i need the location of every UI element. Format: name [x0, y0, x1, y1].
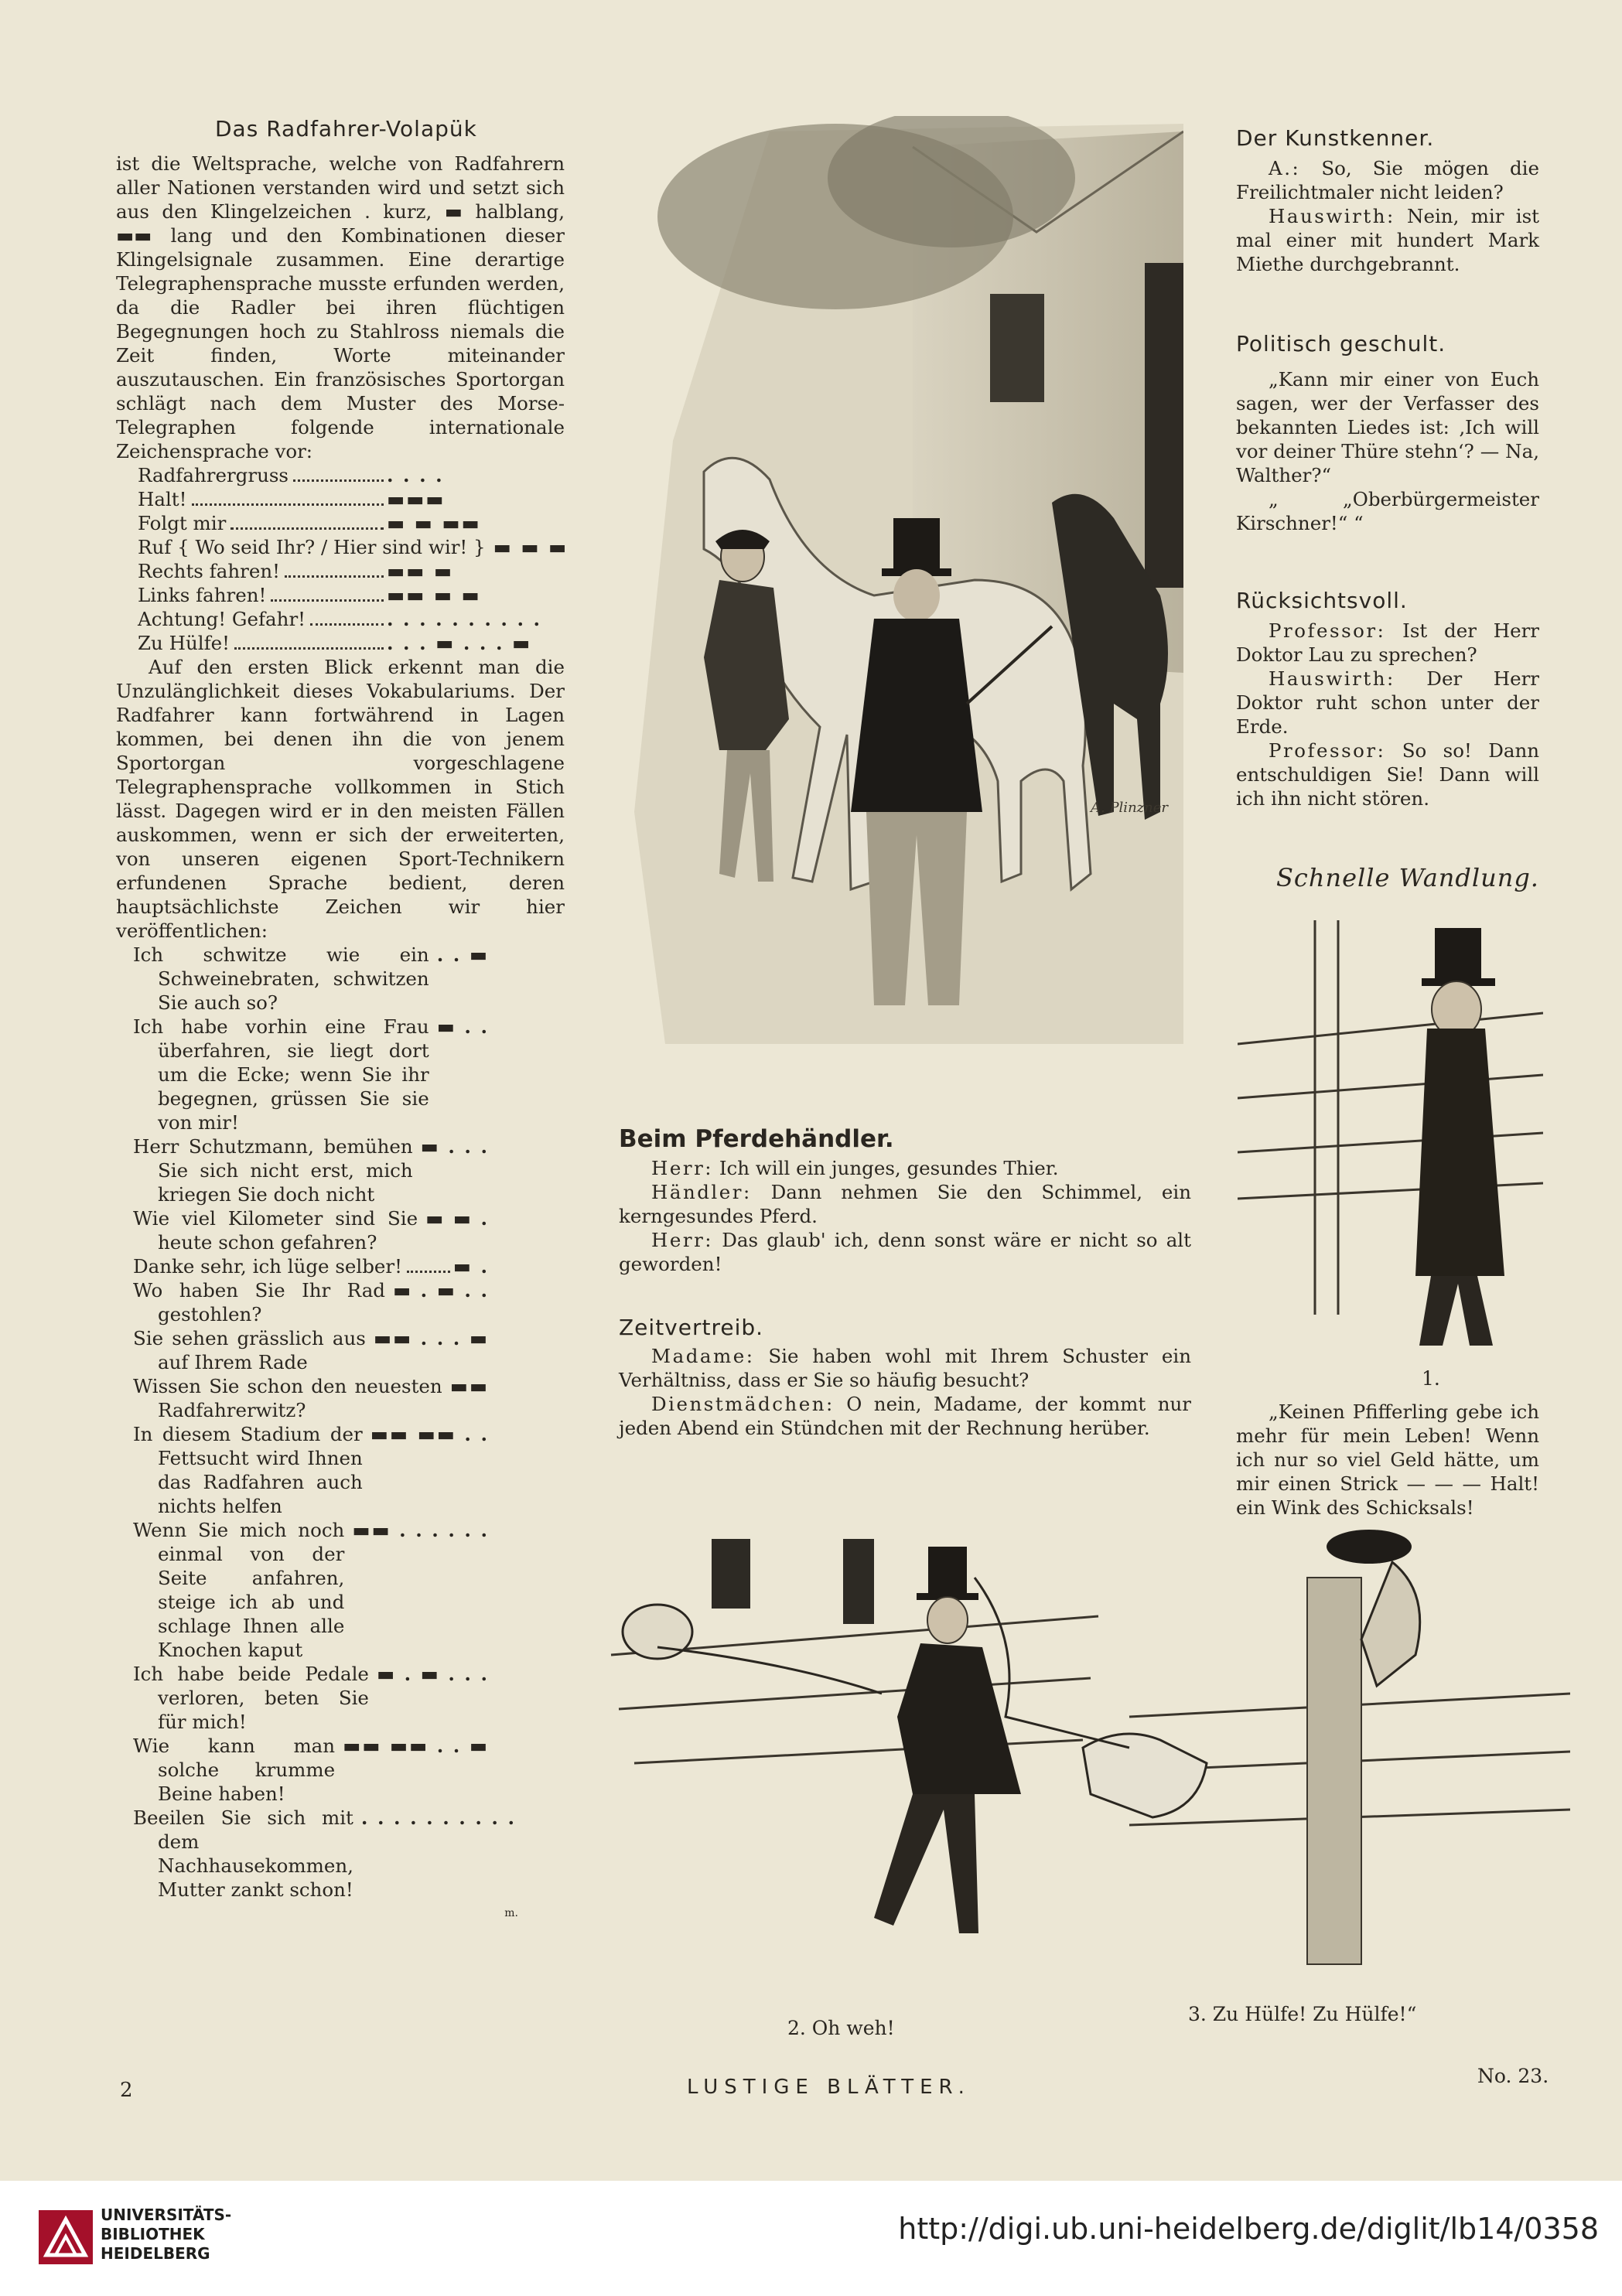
phrase-row — [116, 1518, 489, 1662]
source-url[interactable]: http://digi.ub.uni-heidelberg.de/diglit/lb14/0358 — [898, 2212, 1599, 2246]
signal-code: ▬▬ ▬ ▬ — [387, 584, 481, 606]
speaker: A.: — [1269, 157, 1301, 179]
signal-code: ▬▬ ▬ — [387, 560, 453, 582]
schnelle-wandlung-title: Schnelle Wandlung. — [1276, 863, 1539, 892]
article-volapuek — [116, 152, 569, 1926]
phrase-code: ▬ . ▬ . . . — [376, 1663, 489, 1685]
leader-dots — [293, 479, 384, 482]
issue-number: No. 23. — [1477, 2065, 1549, 2087]
speech: Das glaub' ich, denn sonst wäre er nicht so alt geworden! — [619, 1229, 1191, 1275]
library-name-line1: UNIVERSITÄTS- — [101, 2206, 232, 2224]
phrase-text: Ich habe beide Pedale verloren, beten Sie für mich! — [133, 1663, 369, 1733]
signal-code-row — [116, 511, 565, 535]
signal-label: Rechts fahren! — [138, 560, 280, 582]
politisch-p2: „ „Oberbürgermeister Kirschner!“ “ — [1236, 488, 1539, 534]
leader-dots — [234, 647, 384, 650]
zeitvertreib-title: Zeitvertreib. — [619, 1315, 764, 1340]
dialogue-line — [619, 1344, 1191, 1392]
signal-code-row — [116, 607, 565, 631]
phrase-code: . . ▬ — [436, 943, 489, 966]
signal-code: . . . . — [387, 464, 444, 486]
panel-1-speech: „Keinen Pfifferling gebe ich mehr für mein Leben! Wenn ich nur so viel Geld hätte, um mir einen Strick — — — Halt! ein Wink des Schicksals! — [1236, 1400, 1539, 1519]
signal-code: ▬ ▬ ▬▬ — [387, 512, 481, 534]
phrase-row — [116, 1015, 489, 1134]
speech: O nein, Madame, der kommt nur jeden Abend ein Stündchen mit der Rechnung herüber. — [619, 1393, 1192, 1439]
phrase-row — [116, 1734, 489, 1806]
signal-label: Ruf { Wo seid Ihr? / Hier sind wir! } — [138, 536, 486, 558]
page-number: 2 — [120, 2079, 133, 2102]
horse-dealer-illustration — [619, 116, 1183, 1059]
phrase-row — [116, 943, 489, 1015]
man-leaning-on-fence-drawing — [1238, 913, 1543, 1361]
speech: So, Sie mögen die Freilichtmaler nicht leiden? — [1236, 157, 1539, 203]
signal-code-row — [116, 583, 565, 607]
speaker: Herr: — [651, 1157, 714, 1179]
phrase-row — [116, 1206, 489, 1254]
phrase-text: Wenn Sie mich noch einmal von der Seite anfahren, steige ich ab und schlage Ihnen alle Knochen kaput — [133, 1519, 345, 1661]
phrase-text: Ich habe vorhin eine Frau überfahren, sie liegt dort um die Ecke; wenn Sie ihr begegnen, grüssen Sie sie von mir! — [133, 1015, 429, 1134]
phrase-row — [116, 1278, 489, 1326]
signal-label: Zu Hülfe! — [138, 632, 230, 654]
horse-dealer-dialogue — [619, 1156, 1191, 1276]
speaker: Herr: — [651, 1229, 714, 1251]
speech: So so! Dann entschuldigen Sie! Dann will ich ihn nicht stören. — [1236, 739, 1539, 810]
kunstkenner-dialogue — [1236, 156, 1539, 276]
speaker: Hauswirth: — [1269, 205, 1395, 227]
politisch-title: Politisch geschult. — [1236, 331, 1446, 357]
signal-label: Radfahrergruss — [138, 464, 289, 486]
phrase-code: ▬▬ ▬▬ . . — [370, 1423, 489, 1445]
phrase-text: In diesem Stadium der Fettsucht wird Ihnen das Radfahren auch nichts helfen — [133, 1423, 363, 1517]
phrase-text: Wie viel Kilometer sind Sie heute schon gefahren? — [133, 1207, 418, 1254]
dialogue-line — [619, 1228, 1191, 1276]
phrase-row — [116, 1134, 489, 1206]
politisch-p1: „Kann mir einer von Euch sagen, wer der Verfasser des bekannten Liedes ist: ‚Ich will vor deiner Thüre stehn‘? — Na, Walther?“ — [1236, 368, 1539, 486]
signal-code-row — [116, 487, 565, 511]
signal-label: Halt! — [138, 488, 187, 510]
phrase-code: ▬▬ . . . ▬ — [373, 1327, 489, 1349]
signal-code-row — [116, 559, 565, 583]
panel-3-caption: 3. Zu Hülfe! Zu Hülfe!“ — [1188, 2003, 1417, 2025]
signal-code-row — [116, 463, 565, 487]
library-name-line3: HEIDELBERG — [101, 2244, 210, 2263]
dialogue-line — [1236, 204, 1539, 276]
phrase-code: ▬ . . . — [420, 1135, 489, 1158]
speaker: Madame: — [651, 1345, 755, 1367]
phrase-row — [116, 1326, 489, 1374]
signal-code: . . . ▬ . . . ▬ — [387, 632, 532, 654]
horse-dealer-drawing — [619, 116, 1183, 1059]
horse-dealer-title: Beim Pferdehändler. — [619, 1125, 894, 1153]
phrase-row — [116, 1806, 516, 1902]
speech: Der Herr Doktor ruht schon unter der Erde. — [1236, 667, 1539, 738]
leader-dots — [192, 503, 384, 506]
dialogue-line — [1236, 156, 1539, 204]
phrase-text: Wo haben Sie Ihr Rad gestohlen? — [133, 1279, 385, 1325]
phrase-row — [116, 1662, 489, 1734]
dialogue-line — [619, 1392, 1191, 1440]
signal-code-row — [116, 631, 565, 655]
leader-dots — [285, 575, 384, 578]
ruecksichtsvoll-title: Rücksichtsvoll. — [1236, 588, 1408, 613]
phrase-row — [116, 1422, 489, 1518]
magazine-name: LUSTIGE BLÄTTER. — [687, 2076, 971, 2099]
phrase-code: . . . . . . . . . . — [360, 1806, 516, 1829]
phrase-text: Ich schwitze wie ein Schweinebraten, schwitzen Sie auch so? — [133, 943, 429, 1014]
speaker: Händler: — [651, 1181, 752, 1203]
zeitvertreib-dialogue — [619, 1344, 1191, 1440]
phrase-code: ▬▬ ▬▬ . . ▬ — [343, 1735, 489, 1757]
signal-label: Links fahren! — [138, 584, 267, 606]
dialogue-line — [1236, 619, 1539, 667]
signal-code: . . . . . . . . . . — [387, 608, 542, 630]
leader-dots — [271, 599, 384, 602]
ub-heidelberg-logo-icon — [39, 2210, 93, 2264]
comic-panel-1 — [1238, 913, 1543, 1361]
kunstkenner-title: Der Kunstkenner. — [1236, 125, 1435, 151]
phrase-row — [116, 1374, 489, 1422]
dialogue-line — [619, 1180, 1191, 1228]
phrase-code: ▬▬ — [449, 1375, 489, 1397]
phrase-text: Beeilen Sie sich mit dem Nachhausekommen, Mutter zankt schon! — [133, 1806, 353, 1901]
politisch-text — [1236, 367, 1539, 535]
dialogue-line — [1236, 667, 1539, 739]
volapuek-middle: Auf den ersten Blick erkennt man die Unzulänglichkeit dieses Vokabulariums. Der Radfahrer kann fortwährend in Lagen kommen, bei denen ihn die von jenem Sportorgan vorgeschlagene Telegraphensprache vollkommen in Stich lässt. Dagegen wird er in den meisten Fällen auskommen, wenn er sich der erweiterten, von unseren eigenen Sport-Technikern erfundenen Sprache bedient, deren hauptsächlichste Zeichen wir hier veröffentlichen: — [116, 656, 565, 942]
phrase-text: Wissen Sie schon den neuesten Radfahrerwitz? — [133, 1375, 442, 1421]
speech: Sie haben wohl mit Ihrem Schuster ein Verhältniss, dass er Sie so häufig besucht? — [619, 1345, 1191, 1391]
speaker: Professor: — [1269, 739, 1386, 762]
library-name-line2: BIBLIOTHEK — [101, 2225, 205, 2243]
speech: Nein, mir ist mal einer mit hundert Mark Miethe durchgebrannt. — [1236, 205, 1539, 275]
phrase-code: ▬▬ . . . . . . — [352, 1519, 489, 1541]
speaker: Hauswirth: — [1269, 667, 1395, 690]
signal-code: ▬ ▬ ▬ — [493, 536, 569, 558]
signal-label: Achtung! Gefahr! — [138, 608, 306, 630]
extended-phrase-list — [116, 943, 565, 1902]
volapuek-intro: ist die Weltsprache, welche von Radfahrern aller Nationen verstanden wird und setzt sich aus den Klingelzeichen . kurz, ▬ halblang, ▬▬ lang und den Kombinationen dieser Klingelsignale zusammen. Eine derartige Telegraphensprache musste erfunden werden, da die Radler bei ihren flüchtigen Begegnungen hoch zu Stahlross niemals die Zeit finden, Worte miteinander auszutauschen. Ein französisches Sportorgan schlägt nach dem Muster des Morse-Telegraphen folgende internationale Zeichensprache vor: — [116, 152, 565, 462]
phrase-code: ▬ . — [452, 1255, 489, 1278]
signal-code-list — [116, 463, 569, 655]
ruecksichtsvoll-dialogue — [1236, 619, 1539, 810]
article-title-volapuek: Das Radfahrer-Volapük — [215, 116, 477, 142]
speaker: Dienstmädchen: — [651, 1393, 835, 1415]
phrase-text: Herr Schutzmann, bemühen Sie sich nicht erst, mich kriegen Sie doch nicht — [133, 1135, 413, 1206]
speech: Ist der Herr Doktor Lau zu sprechen? — [1236, 619, 1539, 666]
dialogue-line — [1236, 739, 1539, 810]
phrase-text: Wie kann man solche krumme Beine haben! — [133, 1735, 336, 1805]
phrase-text: Danke sehr, ich lüge selber! — [133, 1255, 402, 1278]
phrase-row — [116, 1254, 489, 1278]
phrase-code: ▬ . . — [436, 1015, 489, 1038]
leader-dots — [407, 1271, 450, 1273]
phrase-text: Sie sehen grässlich aus auf Ihrem Rade — [133, 1327, 366, 1373]
signal-code: ▬▬▬ — [387, 488, 446, 510]
comic-panels-2-3 — [588, 1516, 1570, 2011]
dog-chase-drawing — [588, 1516, 1570, 2011]
phrase-code: ▬ ▬ . — [425, 1207, 489, 1230]
leader-dots — [230, 527, 384, 530]
signature: m. — [504, 1907, 518, 1919]
dialogue-line — [619, 1156, 1191, 1180]
artist-signature: A. Plinzner — [1091, 800, 1168, 816]
speech: Ich will ein junges, gesundes Thier. — [719, 1157, 1059, 1179]
signal-code-row — [116, 535, 569, 559]
signal-label: Folgt mir — [138, 512, 227, 534]
leader-dots — [310, 623, 384, 626]
panel-1-caption: 1. — [1422, 1367, 1440, 1390]
phrase-code: ▬ . ▬ . . — [392, 1279, 489, 1302]
speaker: Professor: — [1269, 619, 1386, 642]
speech: Dann nehmen Sie den Schimmel, ein kerngesundes Pferd. — [619, 1181, 1191, 1227]
panel-1-text — [1236, 1400, 1539, 1520]
library-name — [101, 2206, 231, 2264]
panel-2-caption: 2. Oh weh! — [787, 2017, 895, 2039]
